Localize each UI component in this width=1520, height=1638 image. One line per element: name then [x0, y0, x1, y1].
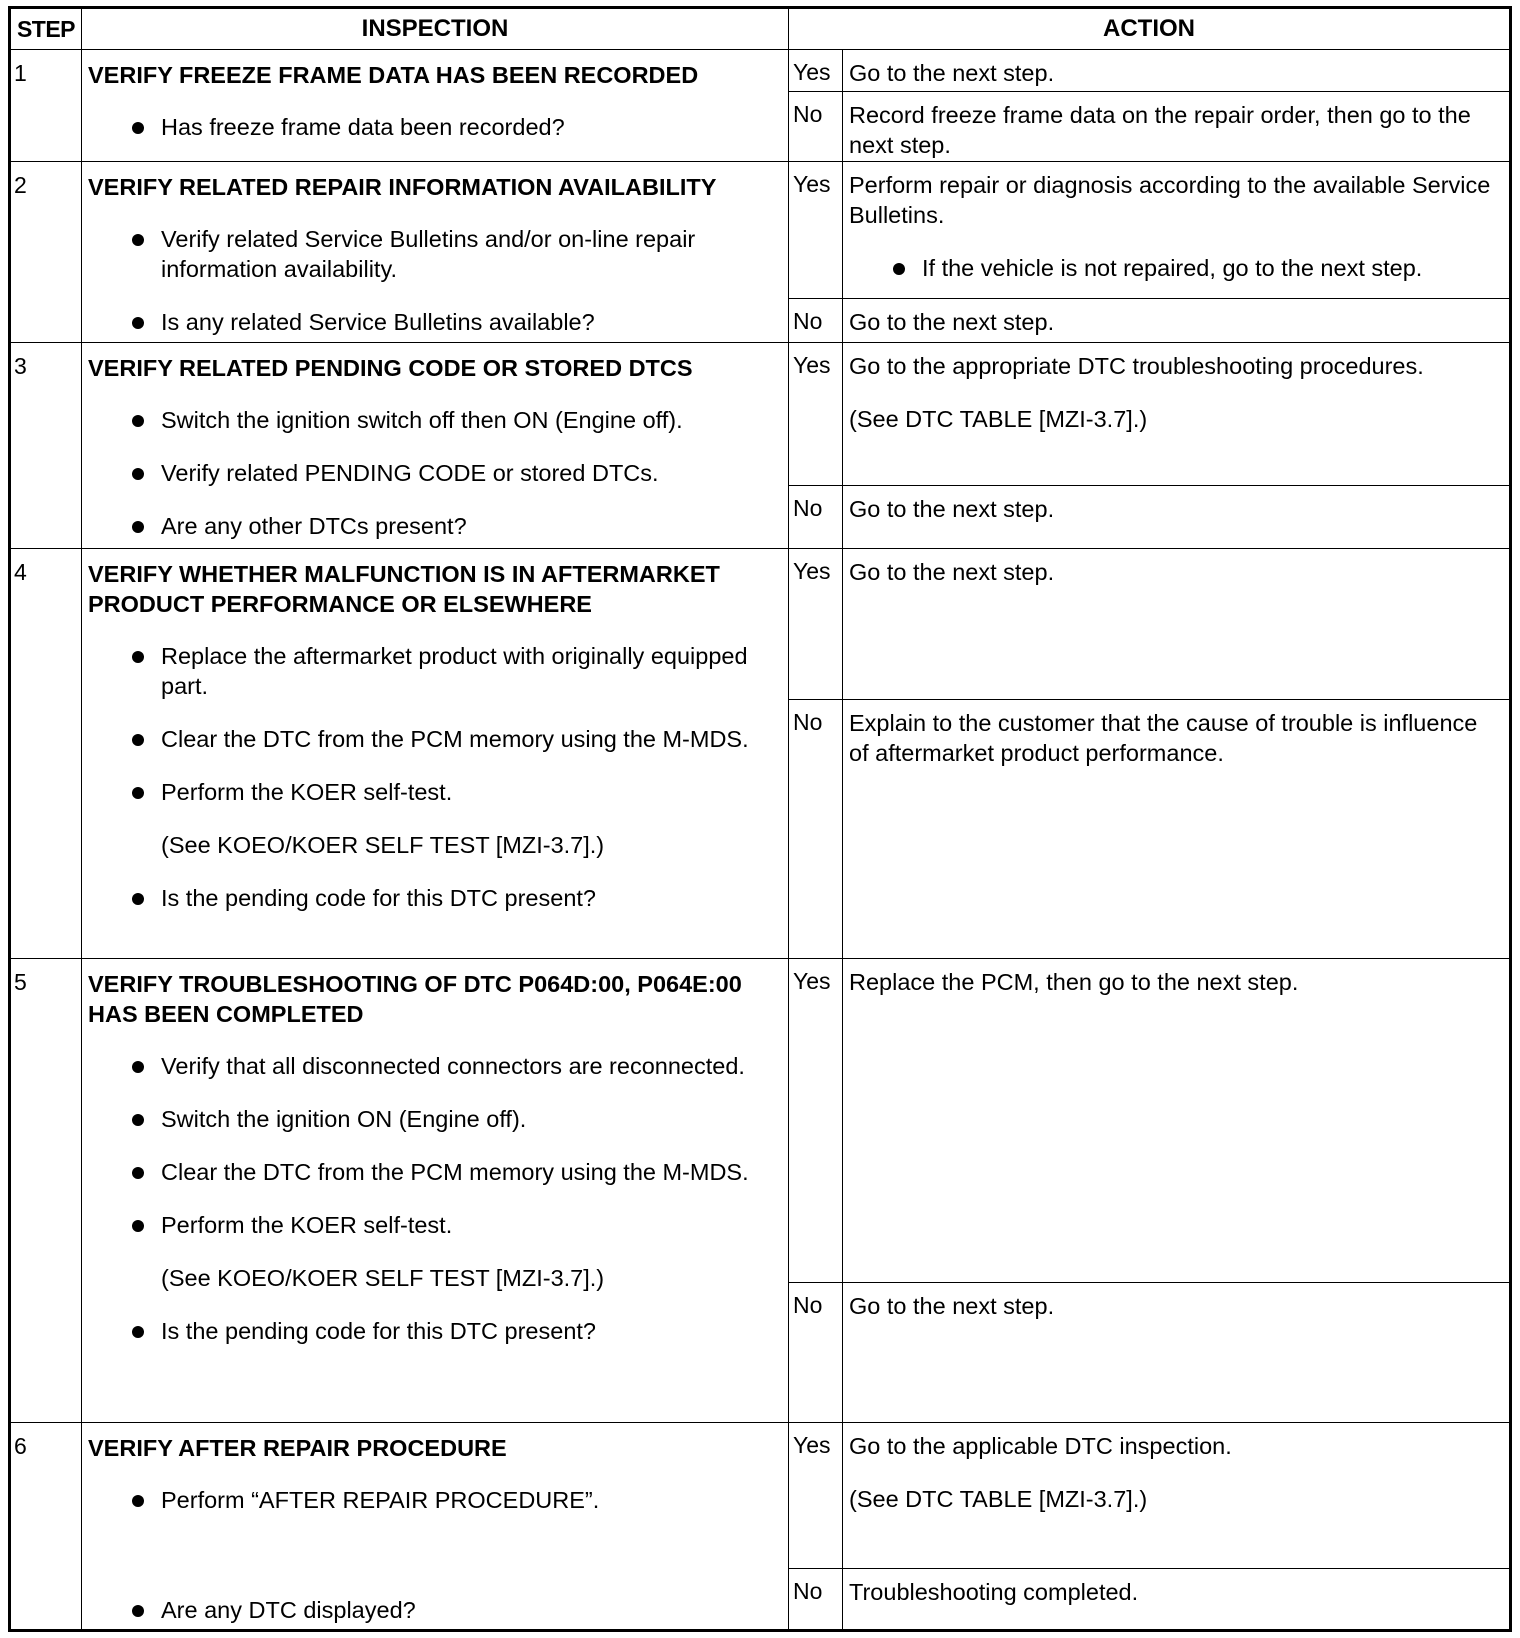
step-inspection [82, 1423, 789, 1631]
bullet-icon [132, 317, 144, 329]
yes-label: Yes [789, 1423, 843, 1568]
inspection-item: Is the pending code for this DTC present? [88, 1316, 782, 1346]
bullet-icon [132, 1495, 144, 1507]
yes-action: Perform repair or diagnosis according to the available Service Bulletins. If the vehicle is not repaired, go to the next step. [843, 162, 1511, 298]
bullet-icon [132, 1114, 144, 1126]
inspection-item: Perform “AFTER REPAIR PROCEDURE”. [88, 1485, 782, 1515]
step-number: 4 [10, 548, 82, 958]
step-title: VERIFY FREEZE FRAME DATA HAS BEEN RECORDED [88, 62, 699, 89]
step-3-yes-row [10, 342, 1511, 485]
bullet-icon [893, 263, 905, 275]
inspection-item: Are any DTC displayed? [88, 1595, 782, 1625]
reference-text: (See KOEO/KOER SELF TEST [MZI-3.7].) [161, 1264, 605, 1291]
step-inspection [82, 162, 789, 343]
yes-label: Yes [789, 162, 843, 298]
bullet-icon [132, 521, 144, 533]
reference-text: (See DTC TABLE [MZI-3.7].) [849, 405, 1148, 432]
bullet-icon [132, 787, 144, 799]
yes-label: Yes [789, 548, 843, 699]
inspection-item: Clear the DTC from the PCM memory using the M-MDS. [88, 724, 782, 754]
no-action: Record freeze frame data on the repair order, then go to the next step. [843, 92, 1511, 162]
no-label: No [789, 92, 843, 162]
inspection-item: Is the pending code for this DTC present? [88, 883, 782, 913]
no-label: No [789, 1568, 843, 1630]
inspection-item: Switch the ignition switch off then ON (Engine off). [88, 405, 782, 435]
yes-action: Replace the PCM, then go to the next step. [843, 958, 1511, 1282]
yes-label: Yes [789, 50, 843, 92]
reference-text: (See DTC TABLE [MZI-3.7].) [849, 1486, 1148, 1513]
inspection-item: Switch the ignition ON (Engine off). [88, 1104, 782, 1134]
yes-action: Go to the appropriate DTC troubleshooting procedures. (See DTC TABLE [MZI-3.7].) [843, 342, 1511, 485]
step-number: 5 [10, 958, 82, 1422]
yes-action: Go to the next step. [843, 548, 1511, 699]
step-1-yes-row [10, 50, 1511, 92]
bullet-icon [132, 734, 144, 746]
action-item: If the vehicle is not repaired, go to the next step. [849, 253, 1501, 283]
inspection-item: Clear the DTC from the PCM memory using the M-MDS. [88, 1157, 782, 1187]
inspection-column-header: INSPECTION [82, 8, 789, 50]
yes-label: Yes [789, 342, 843, 485]
bullet-icon [132, 234, 144, 246]
inspection-item: Replace the aftermarket product with originally equipped part. [88, 641, 782, 701]
step-6-yes-row [10, 1423, 1511, 1568]
reference-text: (See KOEO/KOER SELF TEST [MZI-3.7].) [161, 831, 605, 858]
step-title: VERIFY RELATED PENDING CODE OR STORED DTCS [88, 354, 693, 381]
step-inspection [82, 958, 789, 1422]
step-number: 6 [10, 1423, 82, 1631]
step-inspection [82, 342, 789, 548]
step-title: VERIFY RELATED REPAIR INFORMATION AVAILABILITY [88, 174, 717, 201]
step-2-yes-row [10, 162, 1511, 298]
troubleshooting-sheet [8, 6, 1512, 1632]
step-inspection [82, 548, 789, 958]
step-inspection [82, 50, 789, 162]
bullet-icon [132, 122, 144, 134]
no-label: No [789, 1282, 843, 1422]
inspection-item: Verify related Service Bulletins and/or on-line repair information availability. [88, 224, 782, 284]
step-title: VERIFY AFTER REPAIR PROCEDURE [88, 1435, 507, 1462]
no-action: Troubleshooting completed. [843, 1568, 1511, 1630]
step-title: VERIFY TROUBLESHOOTING OF DTC P064D:00, P064E:00 HAS BEEN COMPLETED [88, 970, 742, 1027]
diagnostic-table [8, 6, 1512, 1632]
inspection-item: Are any other DTCs present? [88, 511, 782, 541]
step-4-yes-row [10, 548, 1511, 699]
bullet-icon [132, 893, 144, 905]
no-action: Go to the next step. [843, 1282, 1511, 1422]
step-number: 3 [10, 342, 82, 548]
bullet-icon [132, 1220, 144, 1232]
bullet-icon [132, 651, 144, 663]
bullet-icon [132, 415, 144, 427]
step-5-yes-row [10, 958, 1511, 1282]
inspection-item: Is any related Service Bulletins available? [88, 307, 782, 337]
bullet-icon [132, 1605, 144, 1617]
bullet-icon [132, 1167, 144, 1179]
yes-label: Yes [789, 958, 843, 1282]
no-action: Go to the next step. [843, 486, 1511, 548]
inspection-item: Perform the KOER self-test. [88, 777, 782, 807]
no-label: No [789, 700, 843, 959]
no-action: Go to the next step. [843, 298, 1511, 342]
action-column-header: ACTION [789, 8, 1511, 50]
step-title: VERIFY WHETHER MALFUNCTION IS IN AFTERMARKET PRODUCT PERFORMANCE OR ELSEWHERE [88, 560, 720, 617]
step-number: 1 [10, 50, 82, 162]
yes-action: Go to the next step. [843, 50, 1511, 92]
bullet-icon [132, 468, 144, 480]
yes-action: Go to the applicable DTC inspection. (See DTC TABLE [MZI-3.7].) [843, 1423, 1511, 1568]
inspection-item: Perform the KOER self-test. [88, 1210, 782, 1240]
no-label: No [789, 298, 843, 342]
step-number: 2 [10, 162, 82, 343]
bullet-icon [132, 1061, 144, 1073]
inspection-item: Has freeze frame data been recorded? [88, 112, 782, 142]
step-column-header: STEP [10, 8, 82, 50]
inspection-item: Verify related PENDING CODE or stored DTCs. [88, 458, 782, 488]
inspection-item: Verify that all disconnected connectors are reconnected. [88, 1051, 782, 1081]
bullet-icon [132, 1326, 144, 1338]
header-row [10, 8, 1511, 50]
no-label: No [789, 486, 843, 548]
inspection-footer [88, 1595, 782, 1625]
no-action: Explain to the customer that the cause of trouble is influence of aftermarket product performance. [843, 700, 1511, 959]
